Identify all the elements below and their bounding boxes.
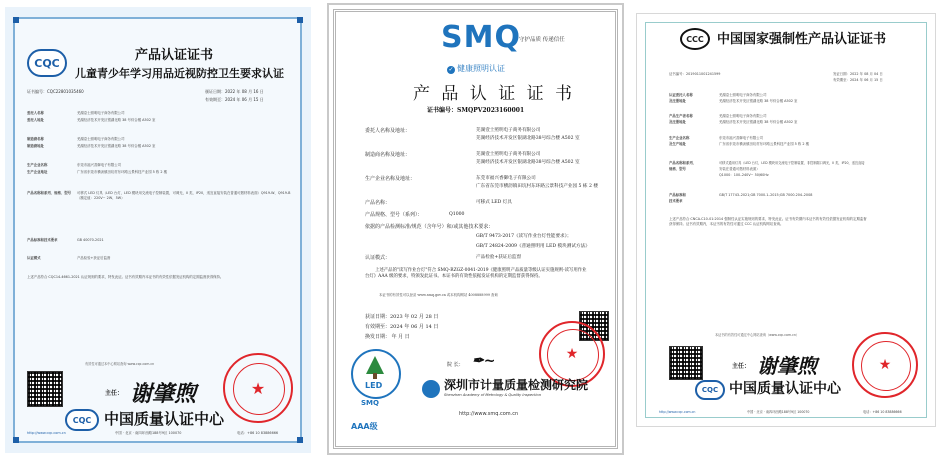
director-label: 主任： bbox=[105, 390, 124, 397]
row-value: 芜湖经济技术开发区银湖北路38号综合楼 A502 室 bbox=[476, 136, 580, 141]
row-value: Q1000 bbox=[449, 212, 465, 217]
row-label: 及生产地址 bbox=[669, 142, 686, 146]
row-label: 生产企业名称 bbox=[669, 136, 690, 140]
validity-note: 有效性可通过本中心网站查询 www.cqc.com.cn bbox=[85, 362, 155, 366]
row-value: 芜湖壹士照明电子商务有限公司 bbox=[476, 128, 541, 133]
row-label: 产品规格、型号（系列）： bbox=[365, 212, 423, 218]
red-official-stamp: ★ bbox=[223, 353, 293, 423]
row-label: 生产企业名称 bbox=[27, 163, 48, 167]
row-value: 芜湖经济技术开发区银湖北路 38 号综合楼 A502 室 bbox=[77, 118, 156, 122]
row-value: GB 40070-2021 bbox=[77, 238, 104, 242]
query-note: 本证书的有效性可以登录 www.smq.gov.cn 或本机构网站 4008888999 查询 bbox=[379, 293, 498, 297]
cqc-logo-small: CQC bbox=[695, 380, 725, 400]
led-tree-logo: LED bbox=[351, 349, 401, 399]
date-item: 换发日期： 年 月 日 bbox=[365, 334, 410, 340]
ccc-logo: CCC bbox=[680, 28, 710, 50]
row-value: 可移式通用灯具（LED 台灯，LED 模块用交流电子控制装置，非控制端口调光，II 类，IP20，适宜直接 bbox=[719, 161, 865, 165]
mode-label: 认证模式： bbox=[365, 255, 391, 261]
cert-no-label: 证书编号：CQC22801035460 bbox=[27, 89, 84, 94]
smq-logo: SMQ bbox=[441, 20, 521, 55]
row-label: 制造商名称及地址： bbox=[365, 152, 411, 158]
corner-decoration bbox=[13, 437, 19, 443]
expiry-date: 有效期至：2024 年 06 月 15 日 bbox=[833, 78, 883, 82]
issuing-org: 中国质量认证中心 bbox=[729, 381, 841, 397]
row-value: 东莞市福兴香御电子有限公司 bbox=[476, 176, 536, 181]
red-official-stamp: ★ bbox=[852, 332, 918, 398]
smq-small-logo: SMQ bbox=[361, 399, 379, 407]
corner-decoration bbox=[297, 17, 303, 23]
row-value: 广东省东莞市横沥镇田坑村东环路云景科技产业园 5 栋 2 楼 bbox=[77, 170, 167, 174]
smq-slogan: 守护品质 传递信任 bbox=[519, 37, 565, 43]
row-label: 认证模式 bbox=[27, 256, 41, 260]
qr-code bbox=[669, 346, 703, 380]
row-value: 产品检验+获证后监督 bbox=[77, 256, 111, 260]
red-official-stamp: ★ bbox=[539, 321, 605, 387]
smq-product-certificate bbox=[327, 3, 624, 455]
row-label: 产品标准和 bbox=[669, 193, 686, 197]
row-value: 安装在普通可燃材料表面） bbox=[719, 167, 760, 171]
certificate-subtitle: 儿童青少年学习用品近视防控卫生要求认证 bbox=[75, 67, 284, 80]
row-value: 芜湖经济技术开发区银湖北路 38 号综合楼 A502 室 bbox=[719, 120, 798, 124]
cert-no: 证书编号：SMQPV2023160001 bbox=[427, 107, 525, 114]
row-label: 产品名称和系列、规格、型号 bbox=[27, 191, 72, 195]
address: 中国 · 北京 · 南四环西路188号9区 100070 bbox=[115, 431, 182, 435]
standard-item: GB/T 9473-2017《读写作业台灯性能要求》； bbox=[476, 234, 572, 239]
row-label: 制造商名称 bbox=[27, 137, 44, 141]
row-label: 委托人名称 bbox=[27, 111, 44, 115]
certificate-statement: 上述产品符合 CNCA-C10-01:2014 强制性认证实施规则的要求，特发此证。证书有效期内本证书的有效性依据发证机构的定期监督获得保持。证书有效期内，本证书的有效性可通过 CCC 认证机构网站查询。 bbox=[669, 217, 867, 227]
certificate-title: 产品认证证书 bbox=[135, 48, 214, 63]
cert-no: 证书编号：2019011001241599 bbox=[669, 72, 721, 76]
standard-item: GB/T 24824-2009《普通照明用 LED 模块测试方法》 bbox=[476, 244, 590, 249]
row-label: 规格、型号 bbox=[669, 167, 686, 171]
row-value: 东莞市福兴香御电子有限公司 bbox=[77, 163, 122, 167]
row-label: 委托人地址 bbox=[27, 118, 44, 122]
smq-emblem bbox=[422, 380, 440, 398]
cqc-product-certificate bbox=[5, 7, 311, 453]
row-label: 产品名称和系列、 bbox=[669, 161, 697, 165]
row-value: 芜湖壹士照明电子商务有限公司 bbox=[77, 137, 125, 141]
corner-decoration bbox=[297, 437, 303, 443]
row-value: 芜湖壹士照明电子商务有限公司 bbox=[77, 111, 125, 115]
issue-date: 发证日期：2022 年 08 月 04 日 bbox=[833, 72, 883, 76]
director-signature: 谢肇煦 bbox=[757, 354, 817, 378]
president-label: 院 长： bbox=[447, 362, 464, 368]
qr-code bbox=[27, 371, 63, 407]
director-signature: 谢肇煦 bbox=[130, 381, 197, 407]
certificate-statement: 上述产品的"读写作业台灯"符合 SMQ-RZGZ-0041-2019《健康照明产品质量等级认证实施规则-读写用作业台灯》AAA 级的要求，特颁发此证书。本证书的有效性依据发证机构的定期监督获得保持。 bbox=[365, 268, 587, 280]
standard-label: 依据的产品检测标准/规范（含年号）和/或其他技术要求： bbox=[365, 224, 494, 230]
row-value: 广东省东莞市横沥镇田坑村东环路云景科技产业园 5 栋 2 楼 bbox=[476, 184, 598, 189]
address: 中国 · 北京 · 南四环西路188号9区 100070 bbox=[747, 410, 810, 414]
row-label: 技术要求 bbox=[669, 199, 683, 203]
row-label: 制造商地址 bbox=[27, 144, 44, 148]
row-label: 及注册地址 bbox=[669, 99, 686, 103]
row-label: 产品名称： bbox=[365, 200, 391, 206]
row-label: 生产企业名称及地址： bbox=[365, 176, 416, 182]
expiry-date: 有效期至：2024 年 06 月 15 日 bbox=[205, 97, 264, 102]
website[interactable]: http://www.cqc.com.cn bbox=[27, 431, 66, 435]
row-label: 生产企业地址 bbox=[27, 170, 48, 174]
row-label: 认证委托人名称 bbox=[669, 93, 693, 97]
issuing-org: 深圳市计量质量检测研究院 bbox=[444, 378, 589, 392]
row-value: 广东省东莞市横沥镇田坑村东环路云景科技产业园 5 栋 2 楼 bbox=[719, 142, 809, 146]
row-label: 委托人名称及地址： bbox=[365, 128, 411, 134]
row-label: 产品标准和技术要求 bbox=[27, 238, 58, 242]
certificate-title: 产 品 认 证 证 书 bbox=[413, 84, 576, 104]
president-signature: ✒︎~ bbox=[472, 353, 496, 369]
row-value: 可移式 LED 灯具（LED 台灯，LED 模块用交流电子控制装置，可调光，II 类，IP20，适宜直接安装在普通可燃材料表面）Q919-W、Q919-B（额定值：220V~ 2W、5W） bbox=[77, 191, 291, 200]
check-circle-icon: ✓ bbox=[448, 66, 454, 73]
cqc-logo: CQC bbox=[27, 49, 67, 77]
row-value: 芜湖壹士照明电子商务有限公司 bbox=[719, 114, 767, 118]
cqc-logo-small: CQC bbox=[65, 409, 99, 431]
row-value: 芜湖壹士照明电子商务有限公司 bbox=[719, 93, 767, 97]
certificate-title: 中国国家强制性产品认证证书 bbox=[717, 32, 887, 47]
phone: 电话：+86 10 83886666 bbox=[863, 410, 902, 414]
website[interactable]: http://www.smq.com.cn bbox=[459, 411, 519, 417]
row-value: 芜湖经济技术开发区银湖北路 38 号综合楼 A502 室 bbox=[77, 144, 156, 148]
ccc-compulsory-certificate bbox=[636, 13, 936, 427]
issue-date: 颁证日期：2022 年 08 月 16 日 bbox=[205, 89, 264, 94]
website[interactable]: http://www.cqc.com.cn bbox=[659, 410, 696, 414]
row-value: GB/T 17743–2021;GB 7000.1–2015;GB 7000.204–2008 bbox=[719, 193, 813, 197]
issuing-org-en: Shenzhen Academy of Metrology & Quality Inspection bbox=[444, 393, 541, 397]
row-value: Q1000：100–240V~ 50/60Hz bbox=[719, 173, 769, 177]
row-label: 产品生产者名称 bbox=[669, 114, 693, 118]
row-value: 芜湖经济技术开发区银湖北路38号综合楼 A502 室 bbox=[476, 160, 580, 165]
health-lighting-badge: ✓ 健康照明认证 bbox=[448, 64, 505, 73]
issuing-org: 中国质量认证中心 bbox=[104, 410, 225, 428]
validity-note: 本证书的有效性可通过中心网站查询（www.cqc.com.cn） bbox=[715, 333, 800, 337]
row-value: 芜湖经济技术开发区银湖北路 38 号综合楼 A502 室 bbox=[719, 99, 798, 103]
phone: 电话：+86 10 83886666 bbox=[237, 431, 279, 435]
row-value: 可移式 LED 灯具 bbox=[476, 200, 512, 205]
grade-label: AAA级 bbox=[351, 422, 378, 431]
row-value: 芜湖壹士照明电子商务有限公司 bbox=[476, 152, 541, 157]
certificate-statement: 上述产品符合 CQC14-4661-2021 认证规则的要求，特发此证。证书有效期内本证书的有效性依据发证机构的定期监督获得保持。 bbox=[27, 275, 224, 279]
director-label: 主任： bbox=[732, 363, 751, 370]
mode-value: 产品检验+获证后监督 bbox=[476, 255, 522, 260]
date-item: 获证日期：2023 年 02 月 28 日 bbox=[365, 314, 439, 320]
row-label: 及注册地址 bbox=[669, 120, 686, 124]
row-value: 东莞市福兴香御电子有限公司 bbox=[719, 136, 764, 140]
corner-decoration bbox=[13, 17, 19, 23]
date-item: 有效期至：2024 年 06 月 14 日 bbox=[365, 324, 439, 330]
